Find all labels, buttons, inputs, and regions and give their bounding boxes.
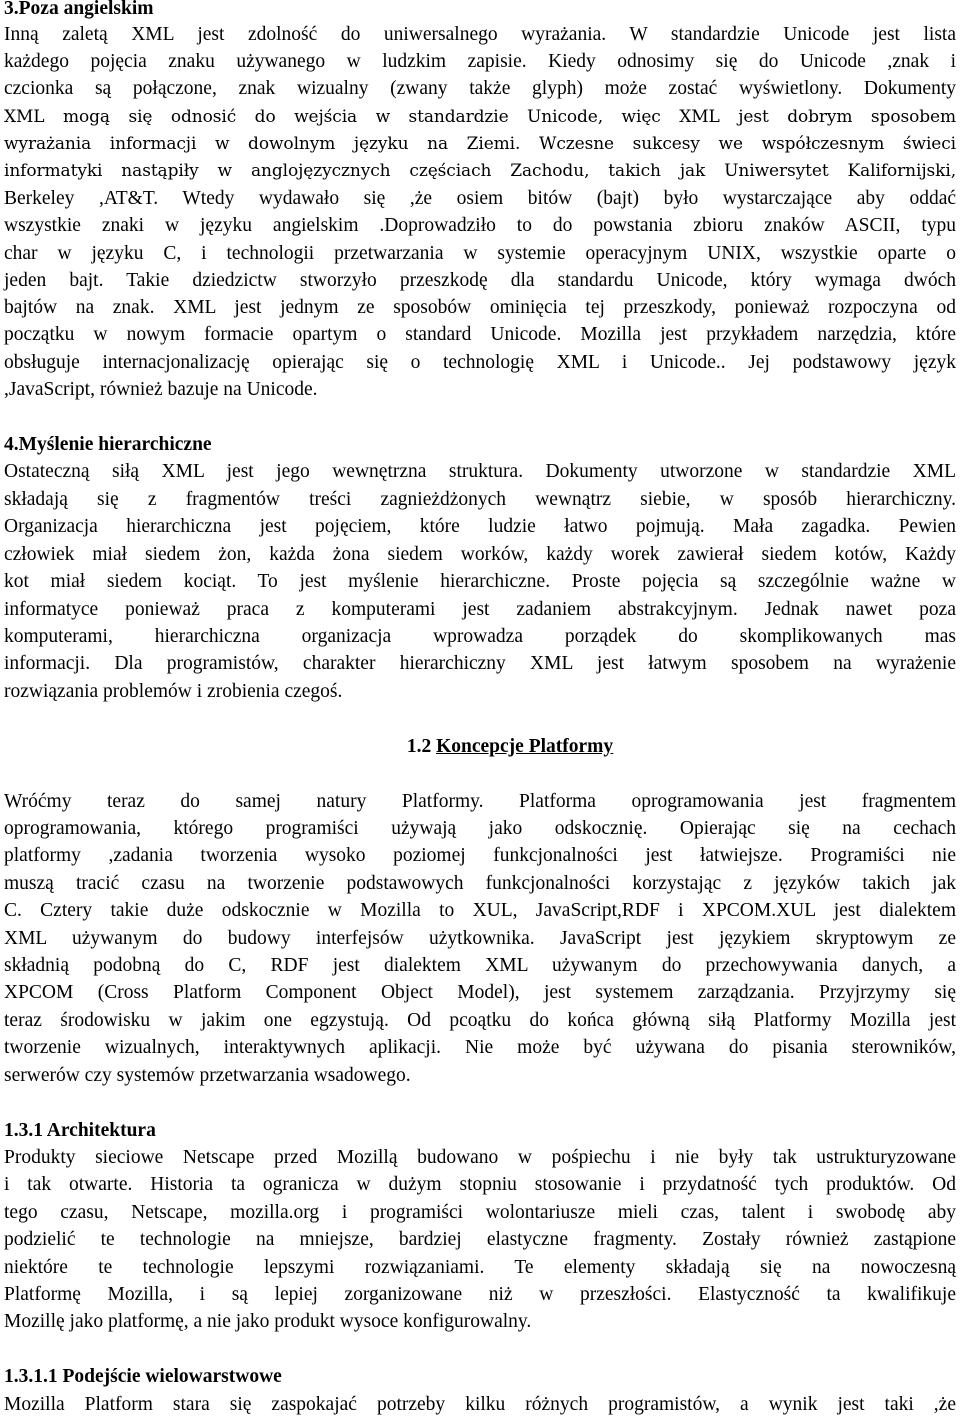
- paragraph-line: XPCOM (Cross Platform Component Object Model), jest systemem zarządzania. Przyjrzymy się: [4, 982, 956, 1003]
- paragraph-line: XML używanym do budowy interfejsów użytkownika. JavaScript jest językiem skryptowym ze: [4, 928, 956, 949]
- paragraph-line: Wróćmy teraz do samej natury Platformy. Platforma oprogramowania jest fragmentem: [4, 791, 956, 812]
- paragraph-line: jeden bajt. Takie dziedzictw stworzyło przeszkodę dla standardu Unicode, który wymaga dwóch: [4, 270, 956, 291]
- paragraph-line: oprogramowania, którego programiści używają jako odskocznię. Opierając się na cechach: [4, 818, 956, 839]
- paragraph-line: każdego pojęcia znaku używanego w ludzkim zapisie. Kiedy odnosimy się do Unicode ,znak i: [4, 51, 956, 72]
- paragraph-line: Produkty sieciowe Netscape przed Mozillą budowano w pośpiechu i nie były tak ustrukturyzowane: [4, 1147, 956, 1168]
- paragraph-line: Platformę Mozilla, i są lepiej zorganizowane niż w przeszłości. Elastyczność ta kwalifikuje: [4, 1284, 956, 1305]
- paragraph-line: informatyce ponieważ praca z komputerami jest zadaniem abstrakcyjnym. Jednak nawet poza: [4, 599, 956, 620]
- section-1-2-heading: [0, 734, 960, 760]
- paragraph-line: i tak otwarte. Historia ta ogranicza w dużym stopniu stosowanie i przydatność tych produktów. Od: [4, 1174, 956, 1195]
- paragraph-line: wszystkie znaki w języku angielskim .Doprowadziło to do powstania zbioru znaków ASCII, typu: [4, 215, 956, 236]
- paragraph-line: informacji. Dla programistów, charakter hierarchiczny XML jest łatwym sposobem na wyrażenie: [4, 653, 956, 674]
- paragraph-line: XML mogą się odnosić do wejścia w standardzie Unicode, więc XML jest dobrym sposobem: [4, 107, 956, 127]
- paragraph-line: Mozillę jako platformę, a nie jako produkt wysoce konfigurowalny.: [4, 1311, 532, 1332]
- section-1-3-1-heading: 1.3.1 Architektura: [4, 1120, 156, 1141]
- paragraph-line: muszą tracić czasu na tworzenie podstawowych funkcjonalności korzystając z języków takich jak: [4, 873, 956, 894]
- paragraph-line: wyrażania informacji w dowolnym języku na Ziemi. Wczesne sukcesy we współczesnym świeci: [4, 134, 956, 154]
- paragraph-line: obsługuje internacjonalizację opierając się o technologię XML i Unicode.. Jej podstawowy język: [4, 352, 956, 373]
- paragraph-line: C. Cztery takie duże odskocznie w Mozilla to XUL, JavaScript,RDF i XPCOM.XUL jest dialektem: [4, 900, 956, 921]
- paragraph-line: kot miał siedem kociąt. To jest myślenie hierarchiczne. Proste pojęcia są szczególnie ważne w: [4, 571, 956, 592]
- paragraph-line: podzielić te technologie na mniejsze, bardziej elastyczne fragmenty. Zostały również zastąpione: [4, 1229, 956, 1250]
- paragraph-line: Mozilla Platform stara się zaspokajać potrzeby kilku różnych programistów, a wynik jest taki ,że: [4, 1394, 956, 1415]
- section-number: 1.2: [406, 736, 437, 757]
- paragraph-line: ,JavaScript, również bazuje na Unicode.: [4, 379, 318, 400]
- paragraph-line: serwerów czy systemów przetwarzania wsadowego.: [4, 1065, 411, 1086]
- paragraph-line: bajtów na znak. XML jest jednym ze sposobów ominięcia tej przeszkody, ponieważ rozpoczyna od: [4, 297, 956, 318]
- paragraph-line: komputerami, hierarchiczna organizacja wprowadza porządek do skomplikowanych mas: [4, 626, 956, 647]
- section-title: Koncepcje Platformy: [436, 736, 614, 757]
- paragraph-line: char w języku C, i technologii przetwarzania w systemie operacyjnym UNIX, wszystkie oparte o: [4, 243, 956, 264]
- paragraph-line: platformy ,zadania tworzenia wysoko poziomej funkcjonalności jest łatwiejsze. Programiści nie: [4, 845, 956, 866]
- section-1-3-1-1-heading: 1.3.1.1 Podejście wielowarstwowe: [4, 1366, 282, 1387]
- paragraph-line: tworzenie wizualnych, interaktywnych aplikacji. Nie może być używana do pisania sterowników,: [4, 1037, 956, 1058]
- paragraph-line: teraz środowisku w jakim one egzystują. Od pcoątku do końca główną siłą Platformy Mozilla jest: [4, 1010, 956, 1031]
- paragraph-line: czcionka są połączone, znak wizualny (zwany także glyph) może zostać wyświetlony. Dokumenty: [4, 78, 956, 99]
- paragraph-line: początku w nowym formacie opartym o standard Unicode. Mozilla jest przykładem narzędzia, które: [4, 324, 956, 345]
- paragraph-line: składnią podobną do C, RDF jest dialektem XML używanym do przechowywania danych, a: [4, 955, 956, 976]
- paragraph-line: składają się z fragmentów treści zagnieżdżonych wewnątrz siebie, w sposób hierarchiczny.: [4, 489, 956, 510]
- paragraph-line: niektóre te technologie lepszymi rozwiązaniami. Te elementy składają się na nowoczesną: [4, 1257, 956, 1278]
- section-3-heading: 3.Poza angielskim: [4, 0, 154, 19]
- paragraph-line: człowiek miał siedem żon, każda żona siedem worków, każdy worek zawierał siedem kotów, Każdy: [4, 544, 956, 565]
- section-4-heading: 4.Myślenie hierarchiczne: [4, 434, 212, 455]
- paragraph-line: informatyki nastąpiły w anglojęzycznych częściach Zachodu, takich jak Uniwersytet Kalifornijski,: [4, 161, 956, 181]
- paragraph-line: Berkeley ,AT&T. Wtedy wydawało się ,że osiem bitów (bajt) było wystarczające aby oddać: [4, 188, 956, 209]
- paragraph-line: Ostateczną siłą XML jest jego wewnętrzna struktura. Dokumenty utworzone w standardzie XML: [4, 461, 956, 482]
- paragraph-line: Organizacja hierarchiczna jest pojęciem, które ludzie łatwo pojmują. Mała zagadka. Pewien: [4, 516, 956, 537]
- paragraph-line: Inną zaletą XML jest zdolność do uniwersalnego wyrażania. W standardzie Unicode jest lista: [4, 24, 956, 45]
- paragraph-line: tego czasu, Netscape, mozilla.org i programiści wolontariusze mieli czas, talent i swobodę aby: [4, 1202, 956, 1223]
- paragraph-line: rozwiązania problemów i zrobienia czegoś.: [4, 681, 343, 702]
